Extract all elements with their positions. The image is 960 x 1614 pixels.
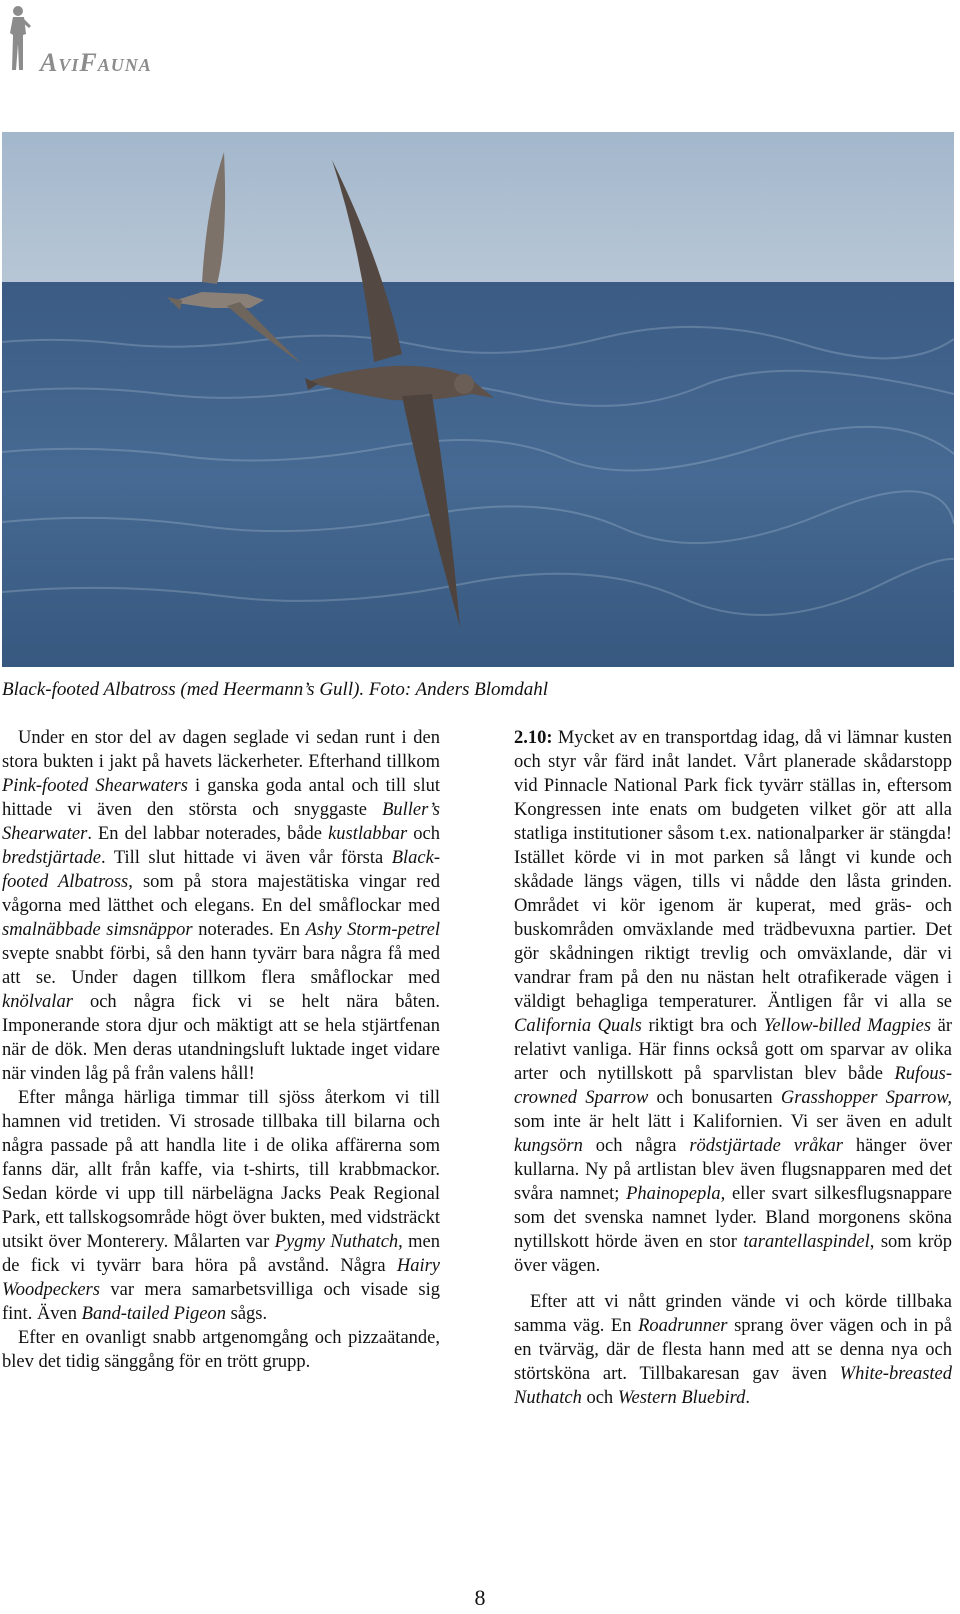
page-number: 8 xyxy=(474,1585,486,1610)
italic-text: Pygmy Nuthatch xyxy=(274,1232,399,1252)
text-run: och xyxy=(407,824,440,844)
text-run: Efter många härliga timmar till sjöss återkom vi till hamnen vid tretiden. Vi strosade tillbaka till bilarna och några passade på att handla lite i de olika affärerna som fanns där, allt från kaffe, via t-shirts, till krabbmackor. Sedan körde vi upp till närbelägna Jacks Peak Regional Park, ett tallskogsområde högt över bukten, med vidsträckt utsikt över Monterery. Målarten var xyxy=(2,1088,440,1252)
right-column xyxy=(514,726,952,1410)
italic-text: tarantellaspindel xyxy=(743,1232,870,1252)
text-run: Mycket av en transportdag idag, då vi lämnar kusten och styr vår färd inåt landet. Vårt planerade skådarstopp vid Pinnacle National Park fick tyvärr ställas in, eftersom Kongressen inte enats om budgeten vilket gör att alla statliga institutioner såsom t.ex. nationalparker är stängda! Istället körde vi in mot parken så långt vi kunde och skådade längs vägen, tills vi nådde den låsta grinden. Området vi kör igenom är kuperat, med gräs- och buskområden omväxlande med trädbevuxna partier. Det gör skådningen riktigt trevlig och omväxlande, där vi vandrar fram på den nu nästan helt otrafikerade vägen i väldigt behagliga temperaturer. Äntligen får vi alla se xyxy=(514,728,952,1012)
text-run: Efter att vi nått grinden vände vi och körde tillbaka samma väg. En xyxy=(514,1292,952,1336)
italic-text: California Quals xyxy=(514,1016,642,1036)
text-run: . Till slut hittade vi även vår första xyxy=(101,848,392,868)
text-run: , som på stora majestätiska vingar red vågorna med lätthet och elegans. En del småflockar med xyxy=(2,872,440,916)
birdwatcher-icon xyxy=(4,4,34,74)
text-run: , eller svart silkesflugsnappare som det svenska namnet lyder. Bland morgonens sköna nytillskott hörde även en stor xyxy=(514,1184,953,1252)
text-run: och xyxy=(581,1388,618,1408)
avifauna-logo xyxy=(4,4,184,80)
italic-text: Roadrunner xyxy=(638,1316,728,1336)
logo-text: AviFauna xyxy=(40,48,152,77)
italic-text: Ashy Storm-petrel xyxy=(305,920,440,940)
italic-text: bredstjärtade xyxy=(2,848,102,868)
text-run: . xyxy=(745,1388,751,1408)
italic-text: White-breasted Nuthatch xyxy=(514,1364,952,1408)
italic-text: Buller’s Shearwater xyxy=(2,800,440,844)
left-column xyxy=(2,726,440,1374)
text-run: i ganska goda antal och till slut hittade vi även den största och snyggaste xyxy=(2,776,440,820)
paragraph xyxy=(2,726,440,1086)
text-run: , som kröp över vägen. xyxy=(514,1232,953,1276)
italic-text: rödstjärtade vråkar xyxy=(689,1136,844,1156)
text-run: svepte snabbt förbi, så den hann tyvärr bara några få med att se. Under dagen tillkom flera småflockar med xyxy=(2,944,440,988)
text-run: Under en stor del av dagen seglade vi sedan runt i den stora bukten i jakt på havets läckerheter. Efterhand tillkom xyxy=(2,728,440,772)
paragraph xyxy=(514,726,952,1278)
italic-text: Western Bluebird xyxy=(617,1388,746,1408)
text-run: och några fick vi se helt nära båten. Imponerande stora djur och mäktigt att se hela stjärtfenan när de dök. Men deras utandningsluft luktade inget vidare när vinden låg på från valens håll! xyxy=(2,992,440,1084)
italic-text: Band-tailed Pigeon xyxy=(81,1304,227,1324)
paragraph xyxy=(514,1290,952,1410)
text-run: och bonusarten xyxy=(648,1088,781,1108)
italic-text: kungsörn xyxy=(514,1136,583,1156)
italic-text: Grasshopper Sparrow, xyxy=(780,1088,952,1108)
italic-text: Rufous-crowned Sparrow xyxy=(514,1064,952,1108)
text-run: sågs. xyxy=(226,1304,268,1324)
text-run: som inte är helt lätt i Kalifornien. Vi ser även en adult xyxy=(514,1112,952,1132)
text-run: och några xyxy=(582,1136,690,1156)
italic-text: Black-footed Albatross xyxy=(2,848,440,892)
bold-text: 2.10: xyxy=(514,728,553,748)
text-run: sprang över vägen och in på en tvärväg, där de flesta hann med att se denna nya och störtsköna art. Tillbakaresan gav även xyxy=(514,1316,952,1384)
albatross-photo xyxy=(2,132,954,667)
text-run: är relativt vanliga. Här finns också gott om sparvar av olika arter och nytillskott på sparvlistan blev både xyxy=(514,1016,952,1084)
text-run: hänger över kullarna. Ny på artlistan blev även flugsnapparen med det svåra namnet; xyxy=(514,1136,952,1204)
text-run: noterades. En xyxy=(192,920,306,940)
italic-text: Hairy Woodpeckers xyxy=(2,1256,440,1300)
paragraph xyxy=(2,1326,440,1374)
text-run: Efter en ovanligt snabb artgenomgång och pizzaätande, blev det tidig sänggång för en trött grupp. xyxy=(2,1328,440,1372)
text-run: riktigt bra och xyxy=(641,1016,764,1036)
text-run: . En del labbar noterades, både xyxy=(87,824,329,844)
italic-text: knölvalar xyxy=(2,992,73,1012)
italic-text: Yellow-billed Magpies xyxy=(763,1016,932,1036)
paragraph xyxy=(2,1086,440,1326)
italic-text: Phainopepla xyxy=(626,1184,721,1204)
text-run: , men de fick vi tyvärr bara höra på avstånd. Några xyxy=(2,1232,440,1276)
text-run: var mera samarbetsvilliga och visade sig fint. Även xyxy=(2,1280,440,1324)
italic-text: Pink-footed Shearwaters xyxy=(2,776,188,796)
italic-text: kustlabbar xyxy=(328,824,408,844)
italic-text: smalnäbbade simsnäppor xyxy=(2,920,193,940)
photo-caption: Black-footed Albatross (med Heermann’s Gull). Foto: Anders Blomdahl xyxy=(2,679,549,700)
